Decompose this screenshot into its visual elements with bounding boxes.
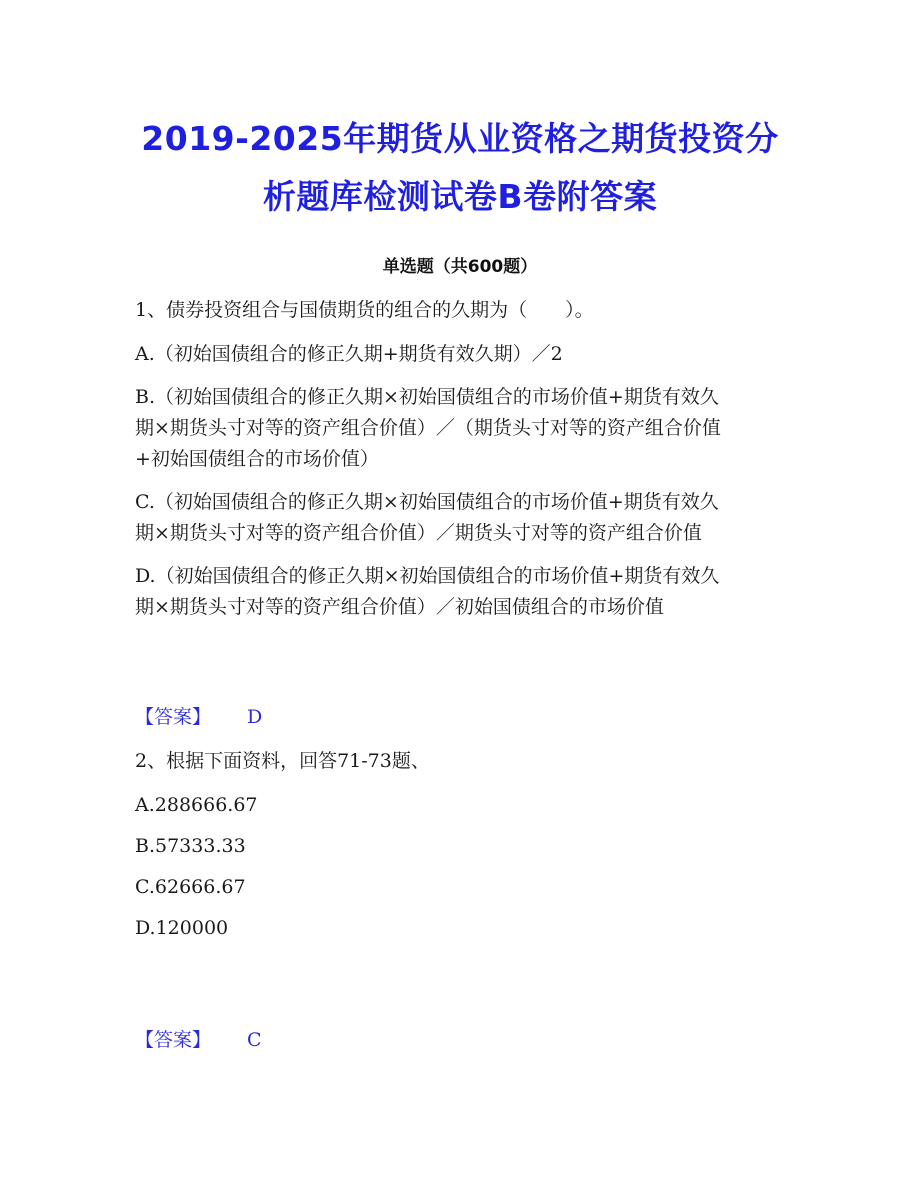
option-line: 期×期货头寸对等的资产组合价值）／（期货头寸对等的资产组合价值 bbox=[135, 417, 721, 439]
answer-label: 【答案】 bbox=[135, 1029, 212, 1051]
option-line: 期×期货头寸对等的资产组合价值）／期货头寸对等的资产组合价值 bbox=[135, 522, 702, 544]
question-2-option-d bbox=[135, 913, 795, 944]
title-line-2: 析题库检测试卷B卷附答案 bbox=[262, 177, 658, 216]
question-2-option-a bbox=[135, 790, 795, 821]
answer-value: C bbox=[247, 1029, 262, 1051]
option-line: B.（初始国债组合的修正久期×初始国债组合的市场价值+期货有效久 bbox=[135, 386, 719, 408]
option-line: C.（初始国债组合的修正久期×初始国债组合的市场价值+期货有效久 bbox=[135, 491, 719, 513]
answer-label: 【答案】 bbox=[135, 706, 212, 728]
question-1-option-b bbox=[135, 382, 795, 475]
question-2-option-c bbox=[135, 872, 795, 903]
question-2-stem: 2、根据下面资料，回答71-73题、 bbox=[135, 750, 430, 772]
option-line: 期×期货头寸对等的资产组合价值）／初始国债组合的市场价值 bbox=[135, 596, 664, 618]
document-title bbox=[100, 110, 820, 226]
question-1-option-a bbox=[135, 339, 795, 370]
question-2-answer bbox=[135, 1025, 262, 1055]
option-line: C.62666.67 bbox=[135, 876, 246, 898]
answer-value: D bbox=[247, 706, 263, 728]
section-heading: 单选题（共600题） bbox=[382, 257, 538, 277]
title-line-1: 2019-2025年期货从业资格之期货投资分 bbox=[141, 119, 779, 158]
question-1-stem: 1、债券投资组合与国债期货的组合的久期为（ ）。 bbox=[135, 299, 594, 321]
option-line: A.（初始国债组合的修正久期+期货有效久期）／2 bbox=[135, 343, 563, 365]
question-1-option-d bbox=[135, 561, 795, 623]
question-1-answer bbox=[135, 702, 262, 732]
question-1-option-c bbox=[135, 487, 795, 549]
option-line: D.120000 bbox=[135, 917, 229, 939]
option-line: B.57333.33 bbox=[135, 835, 246, 857]
option-line: +初始国债组合的市场价值） bbox=[135, 448, 379, 470]
question-2-option-b bbox=[135, 831, 795, 862]
option-line: D.（初始国债组合的修正久期×初始国债组合的市场价值+期货有效久 bbox=[135, 565, 720, 587]
option-line: A.288666.67 bbox=[135, 794, 258, 816]
